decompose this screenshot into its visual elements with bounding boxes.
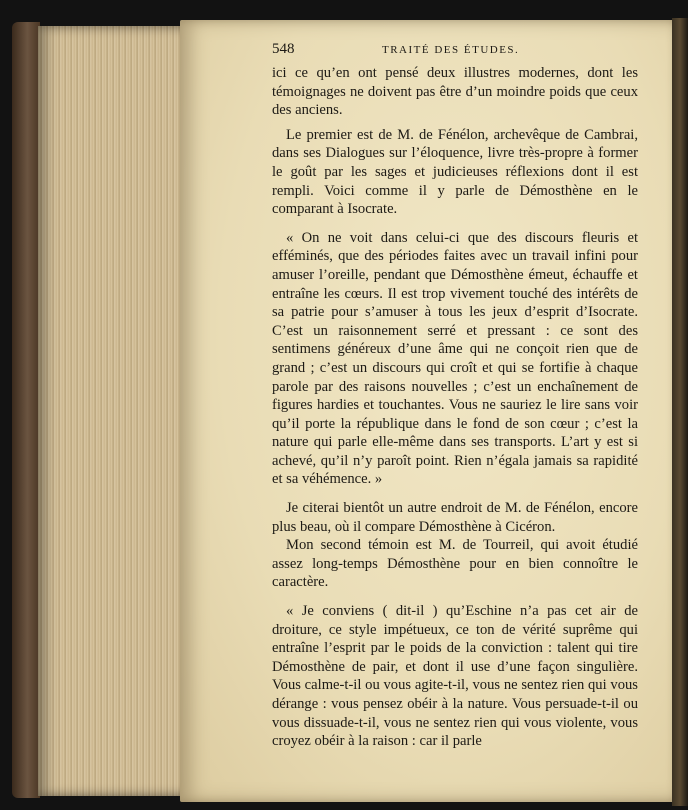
- page-edges: [38, 26, 198, 796]
- paragraph: Je citerai bientôt un autre endroit de M. de Fénélon, encore plus beau, où il compare Démosthène à Cicéron.: [272, 500, 638, 535]
- quote-paragraph: « Je conviens ( dit-il ) qu’Eschine n’a pas cet air de droiture, ce style impétueux, ce ton de vérité suprême qui entraîne l’esprit par le poids de la conviction : talent qui tire Démosthène de pair, et dont il use d’une façon singulière. Vous calme-t-il ou vous agite-t-il, vous ne sentez rien qui vous dérange : vous pensez obéir à la nature. Vous persuade-t-il ou vous dissuade-t-il, vous ne sentez rien qui vous violente, vous croyez obéir à la raison : car il parle: [272, 603, 638, 750]
- book-cover-spine: [12, 22, 40, 798]
- page-header: [272, 40, 638, 64]
- page-number: 548: [272, 41, 295, 57]
- paragraph: Mon second témoin est M. de Tourreil, qui avoit étudié assez long-temps Démosthène pour en bien connoître le caractère.: [272, 537, 638, 591]
- running-title: TRAITÉ DES ÉTUDES.: [382, 44, 520, 56]
- quote-paragraph: « On ne voit dans celui-ci que des discours fleuris et efféminés, que des périodes faites avec un travail infini pour amuser l’oreille, pendant que Démosthène émeut, échauffe et entraîne les cœurs. Il est trop vivement touché des intérêts de sa patrie pour s’amuser à tous les jeux d’esprit d’Isocrate. C’est un raisonnement serré et pressant : ce sont des sentimens généreux d’une âme qui ne conçoit rien que de grand ; c’est un discours qui croît et qui se fortifie à chaque parole par des raisons nouvelles ; c’est un enchaînement de figures hardies et touchantes. Vous ne sauriez le lire sans voir qu’il porte la république dans le fond de son cœur ; c’est la nature qui parle elle-même dans ses transports. L’art y est si achevé, qu’il n’y paroît point. Rien n’égala jamais sa rapidité et sa véhémence. »: [272, 229, 638, 488]
- paragraph: ici ce qu’en ont pensé deux illustres modernes, dont les témoignages ne doivent pas être d’un moindre poids que ceux des anciens.: [272, 65, 638, 119]
- paragraph: Le premier est de M. de Fénélon, archevêque de Cambrai, dans ses Dialogues sur l’éloquence, livre très-propre à former le goût par les sages et judicieuses réflexions dont il est rempli. Voici comme il y parle de Démosthène en le comparant à Isocrate.: [272, 126, 638, 218]
- page-text: [272, 40, 638, 751]
- facing-page-edge: [672, 18, 688, 806]
